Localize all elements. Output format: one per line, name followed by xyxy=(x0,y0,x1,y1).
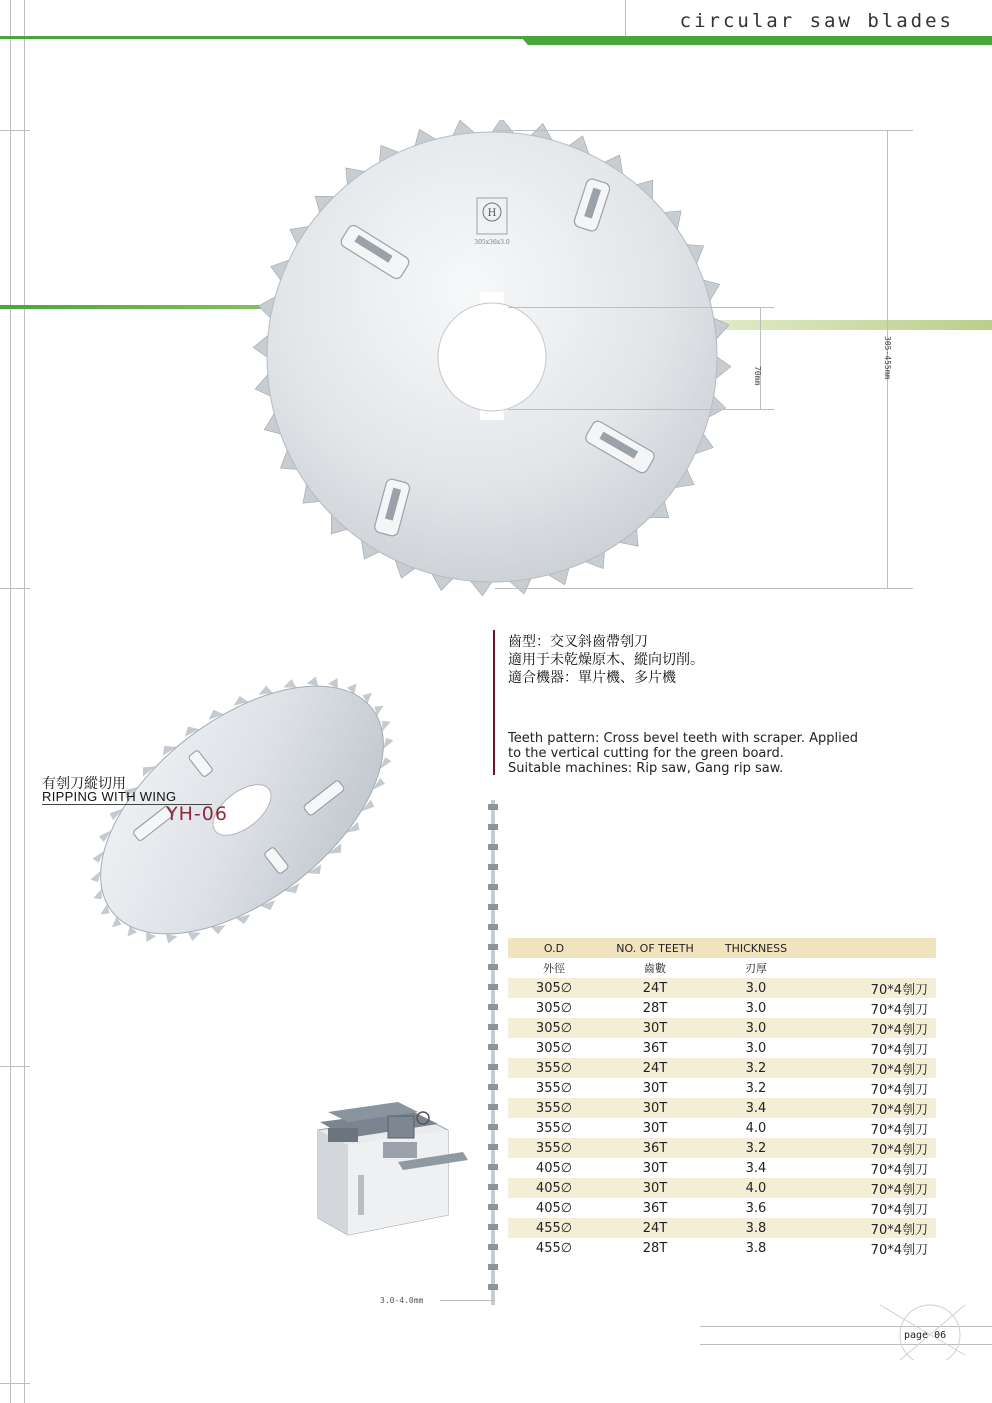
thickness-cell: 4.0 xyxy=(710,1178,802,1198)
header-od-cn: 外徑 xyxy=(543,962,565,975)
profile-tooth xyxy=(488,1224,498,1230)
table-row xyxy=(508,1158,936,1178)
wing-cell: 70*4刳刀 xyxy=(802,1018,936,1038)
wing-cell: 70*4刳刀 xyxy=(802,1138,936,1158)
thickness-cell: 3.0 xyxy=(710,1018,802,1038)
dim-line-top xyxy=(495,130,913,131)
thickness-cell: 3.0 xyxy=(710,978,802,998)
od-cell: 355∅ xyxy=(535,1080,573,1096)
wing-cell: 70*4刳刀 xyxy=(802,1098,936,1118)
blade-tooth xyxy=(470,581,492,596)
header-green-bar xyxy=(0,36,992,45)
od-cell: 405∅ xyxy=(535,1200,573,1216)
profile-tooth xyxy=(488,1064,498,1070)
table-row xyxy=(508,1078,936,1098)
bore-dim-top xyxy=(508,307,774,308)
od-cell: 355∅ xyxy=(508,1098,600,1118)
teeth-cell: 28T xyxy=(642,1000,668,1016)
profile-tooth xyxy=(488,804,498,810)
header-teeth-cn: 齒數 xyxy=(644,962,666,975)
thickness-cell: 3.4 xyxy=(710,1098,802,1118)
bore-dimension: 70mm xyxy=(753,366,762,386)
teeth-cell: 28T xyxy=(642,1240,668,1256)
thickness-cell: 3.0 xyxy=(745,1040,767,1056)
table-row xyxy=(508,998,936,1018)
frame-tick xyxy=(0,130,30,131)
profile-tooth xyxy=(488,824,498,830)
frame-tick xyxy=(0,1383,30,1384)
frame-tick xyxy=(0,1066,30,1067)
left-frame-line-2 xyxy=(24,0,25,1403)
profile-tooth xyxy=(488,1084,498,1090)
thickness-cell: 3.4 xyxy=(745,1160,767,1176)
thickness-cell: 3.2 xyxy=(710,1138,802,1158)
profile-tooth xyxy=(488,1004,498,1010)
left-frame-line xyxy=(10,0,11,1403)
profile-tooth xyxy=(488,1184,498,1190)
dim-line-bottom xyxy=(495,588,913,589)
wing-cell: 70*4刳刀 xyxy=(870,1122,928,1138)
profile-tooth xyxy=(488,1104,498,1110)
wing-cell: 70*4刳刀 xyxy=(802,978,936,998)
profile-tooth xyxy=(488,904,498,910)
od-cell: 305∅ xyxy=(535,1040,573,1056)
teeth-cell: 36T xyxy=(600,1138,710,1158)
thickness-cell: 3.0 xyxy=(745,1000,767,1016)
product-name-cn: 有刳刀縱切用 xyxy=(42,775,126,791)
wing-cell: 70*4刳刀 xyxy=(870,1162,928,1178)
blade-tooth xyxy=(492,120,514,133)
profile-tooth xyxy=(488,964,498,970)
od-cell: 305∅ xyxy=(508,1018,600,1038)
angled-blade-image xyxy=(82,640,412,980)
thickness-cell: 3.6 xyxy=(745,1200,767,1216)
table-row xyxy=(508,1238,936,1258)
spec-table xyxy=(508,938,936,1258)
teeth-cell: 30T xyxy=(600,1018,710,1038)
teeth-cell: 30T xyxy=(600,1178,710,1198)
table-row xyxy=(508,1038,936,1058)
table-row xyxy=(508,1218,936,1238)
desc-en-line1: Teeth pattern: Cross bevel teeth with scraper. Applied xyxy=(508,731,858,746)
wing-cell: 70*4刳刀 xyxy=(802,1218,936,1238)
od-cell: 405∅ xyxy=(508,1178,600,1198)
desc-en-line2: to the vertical cutting for the green board. xyxy=(508,746,784,761)
table-row xyxy=(508,1198,936,1218)
table-row xyxy=(508,1138,936,1158)
profile-tooth xyxy=(488,1124,498,1130)
table-row xyxy=(508,1118,936,1138)
teeth-cell: 30T xyxy=(600,1098,710,1118)
blade-tooth xyxy=(253,335,268,357)
profile-tooth xyxy=(488,1144,498,1150)
profile-tooth xyxy=(488,884,498,890)
od-cell: 405∅ xyxy=(535,1160,573,1176)
profile-tooth xyxy=(488,1024,498,1030)
thickness-cell: 4.0 xyxy=(745,1120,767,1136)
blade-tooth xyxy=(716,357,731,379)
od-cell: 455∅ xyxy=(508,1218,600,1238)
profile-tooth xyxy=(488,1264,498,1270)
teeth-cell: 36T xyxy=(642,1200,668,1216)
profile-tooth xyxy=(488,844,498,850)
table-row xyxy=(508,978,936,998)
profile-tooth xyxy=(488,1164,498,1170)
od-cell: 355∅ xyxy=(508,1138,600,1158)
table-row xyxy=(508,1098,936,1118)
thickness-cell: 3.2 xyxy=(710,1058,802,1078)
thickness-cell: 3.8 xyxy=(745,1240,767,1256)
thickness-cell: 3.8 xyxy=(710,1218,802,1238)
desc-cn-line2: 適用于未乾燥原木、縱向切削。 xyxy=(508,651,704,667)
table-header-cn-row xyxy=(508,958,936,978)
product-code: YH-06 xyxy=(166,803,228,825)
diameter-dimension: 305-455mm xyxy=(883,336,892,380)
thickness-range: 3.0-4.0mm xyxy=(380,1296,424,1305)
page-number: page 06 xyxy=(904,1330,947,1341)
desc-cn-line3: 適合機器：單片機、多片機 xyxy=(508,669,676,685)
table-row xyxy=(508,1018,936,1038)
wing-cell: 70*4刳刀 xyxy=(870,1202,928,1218)
profile-tooth xyxy=(488,1044,498,1050)
desc-cn-line1: 齒型：交叉斜齒帶刳刀 xyxy=(508,633,648,649)
top-frame-line xyxy=(625,0,626,36)
table-row xyxy=(508,1058,936,1078)
profile-tooth xyxy=(488,924,498,930)
header-title: circular saw blades xyxy=(679,10,954,32)
od-cell: 455∅ xyxy=(535,1240,573,1256)
header-od: O.D xyxy=(508,938,600,958)
saw-blade-image xyxy=(240,120,740,600)
teeth-cell: 30T xyxy=(642,1120,668,1136)
teeth-cell: 30T xyxy=(642,1160,668,1176)
teeth-cell: 24T xyxy=(600,1058,710,1078)
profile-tooth xyxy=(488,864,498,870)
teeth-cell: 24T xyxy=(600,978,710,998)
product-name-en: RIPPING WITH WING xyxy=(42,789,177,804)
od-cell: 355∅ xyxy=(508,1058,600,1078)
wing-cell: 70*4刳刀 xyxy=(802,1058,936,1078)
od-cell: 355∅ xyxy=(535,1120,573,1136)
od-cell: 305∅ xyxy=(535,1000,573,1016)
bore-dim-bottom xyxy=(508,409,774,410)
frame-tick xyxy=(0,588,30,589)
table-row xyxy=(508,1178,936,1198)
header-teeth: NO. OF TEETH xyxy=(600,938,710,958)
description-rule xyxy=(493,630,495,775)
table-body xyxy=(508,978,936,1258)
profile-tooth xyxy=(488,1204,498,1210)
od-cell: 305∅ xyxy=(508,978,600,998)
wing-cell: 70*4刳刀 xyxy=(802,1178,936,1198)
table-header-row xyxy=(508,938,936,958)
blade-side-profile xyxy=(486,800,500,1305)
svg-text:H: H xyxy=(487,208,497,219)
thickness-dim-line xyxy=(440,1300,495,1301)
bore-dim-vertical xyxy=(760,307,761,410)
desc-en-line3: Suitable machines: Rip saw, Gang rip saw. xyxy=(508,761,784,776)
header-blank xyxy=(802,938,936,958)
teeth-cell: 30T xyxy=(642,1080,668,1096)
header-thickness: THICKNESS xyxy=(710,938,802,958)
profile-tooth xyxy=(488,984,498,990)
wing-cell: 70*4刳刀 xyxy=(870,1002,928,1018)
teeth-cell: 24T xyxy=(600,1218,710,1238)
machine-image xyxy=(298,1090,470,1240)
wing-cell: 70*4刳刀 xyxy=(870,1242,928,1258)
profile-tooth xyxy=(488,1284,498,1290)
header-thickness-cn: 刃厚 xyxy=(745,962,767,975)
header-cn-blank xyxy=(802,958,936,978)
thickness-cell: 3.2 xyxy=(745,1080,767,1096)
wing-cell: 70*4刳刀 xyxy=(870,1042,928,1058)
profile-tooth xyxy=(488,944,498,950)
profile-tooth xyxy=(488,1244,498,1250)
wing-cell: 70*4刳刀 xyxy=(870,1082,928,1098)
blade-stamp: 305x36x3.0 xyxy=(474,239,510,246)
teeth-cell: 36T xyxy=(642,1040,668,1056)
